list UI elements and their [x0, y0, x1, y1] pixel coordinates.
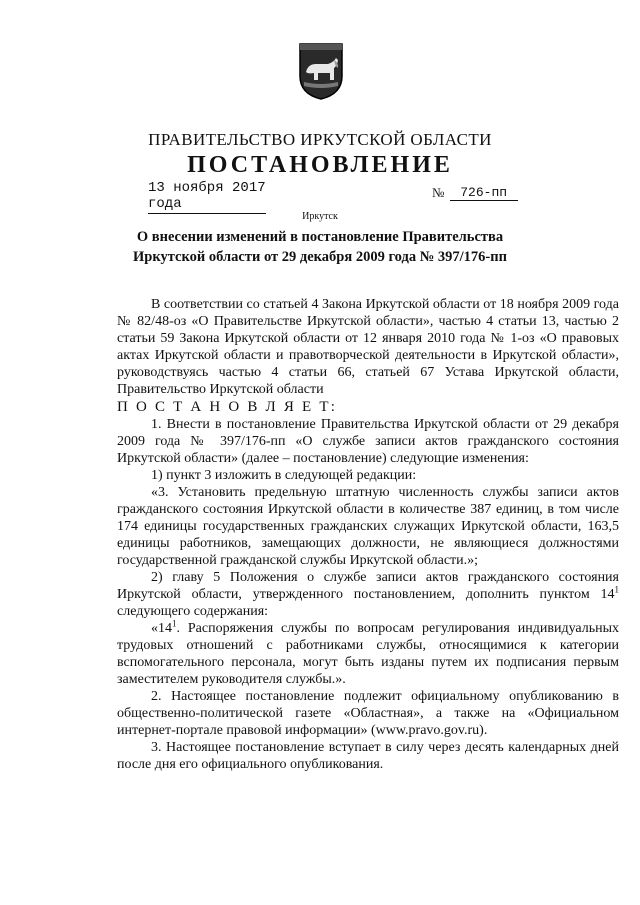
subitem-2 — [117, 569, 619, 620]
quote-text: . Распоряжения службы по вопросам регулирования индивидуальных трудовых отношений с работниками службы, относящимися к категории вспомогательного персонала, могут быть изданы путем их подписания первым заместителем руководителя службы.». — [117, 621, 619, 687]
coat-of-arms-icon — [298, 42, 344, 100]
superscript: 1 — [614, 584, 619, 595]
document-body — [117, 296, 619, 773]
subitem-2-tail: следующего содержания: — [117, 604, 269, 619]
document-number-block — [432, 184, 518, 201]
document-number: 726-пп — [450, 185, 518, 201]
item-3: 3. Настоящее постановление вступает в силу через десять календарных дней после дня его официального опубликования. — [117, 740, 619, 772]
subitem-2-text: 2) главу 5 Положения о службе записи актов гражданского состояния Иркутской области, утвержденного постановлением, дополнить пунктом 14 — [117, 570, 619, 602]
document-title: О внесении изменений в постановление Правительства Иркутской области от 29 декабря 2009 года № 397/176-пп — [133, 229, 507, 265]
superscript: 1 — [172, 618, 177, 629]
subitem-2-quote — [117, 620, 619, 688]
subitem-1-text: «3. Установить предельную штатную численность службы записи актов гражданского состояния Иркутской области в количестве 387 единиц, в том числе 174 единицы государственных гражданских служащих Иркутской области, 163,5 единицы работников, замещающих должности, не являющиеся должностями государственной гражданской службы Иркутской области.»; — [117, 485, 619, 568]
item-2: 2. Настоящее постановление подлежит официальному опубликованию в общественно-политической газете «Областная», а также на «Официальном интернет-портале правовой информации» (www.pravo.gov.ru). — [117, 689, 619, 738]
resolves-heading: П О С Т А Н О В Л Я Е Т: — [117, 399, 338, 415]
item-1: 1. Внести в постановление Правительства Иркутской области от 29 декабря 2009 года № 397/176-пп «О службе записи актов гражданского состояния Иркутской области» (далее – постановление) следующие изменения: — [117, 417, 619, 466]
city-name: Иркутск — [302, 211, 338, 222]
document-date: 13 ноября 2017 года — [148, 180, 266, 212]
subitem-1: 1) пункт 3 изложить в следующей редакции: — [151, 468, 417, 483]
number-symbol: № — [432, 185, 445, 200]
preamble-paragraph: В соответствии со статьей 4 Закона Иркутской области от 18 ноября 2009 года № 82/48-оз «О Правительстве Иркутской области», частью 4 статьи 13, частью 2 статьи 59 Закона Иркутской области от 12 января 2010 года № 1-оз «О правовых актах Иркутской области и правотворческой деятельности в Иркутской области», руководствуясь частью 4 статьи 66, статьей 67 Устава Иркутской области, Правительство Иркутской области — [117, 297, 619, 397]
quote-number: «14 — [151, 621, 172, 636]
government-name: ПРАВИТЕЛЬСТВО ИРКУТСКОЙ ОБЛАСТИ — [148, 130, 492, 149]
document-type: ПОСТАНОВЛЕНИЕ — [187, 152, 453, 178]
